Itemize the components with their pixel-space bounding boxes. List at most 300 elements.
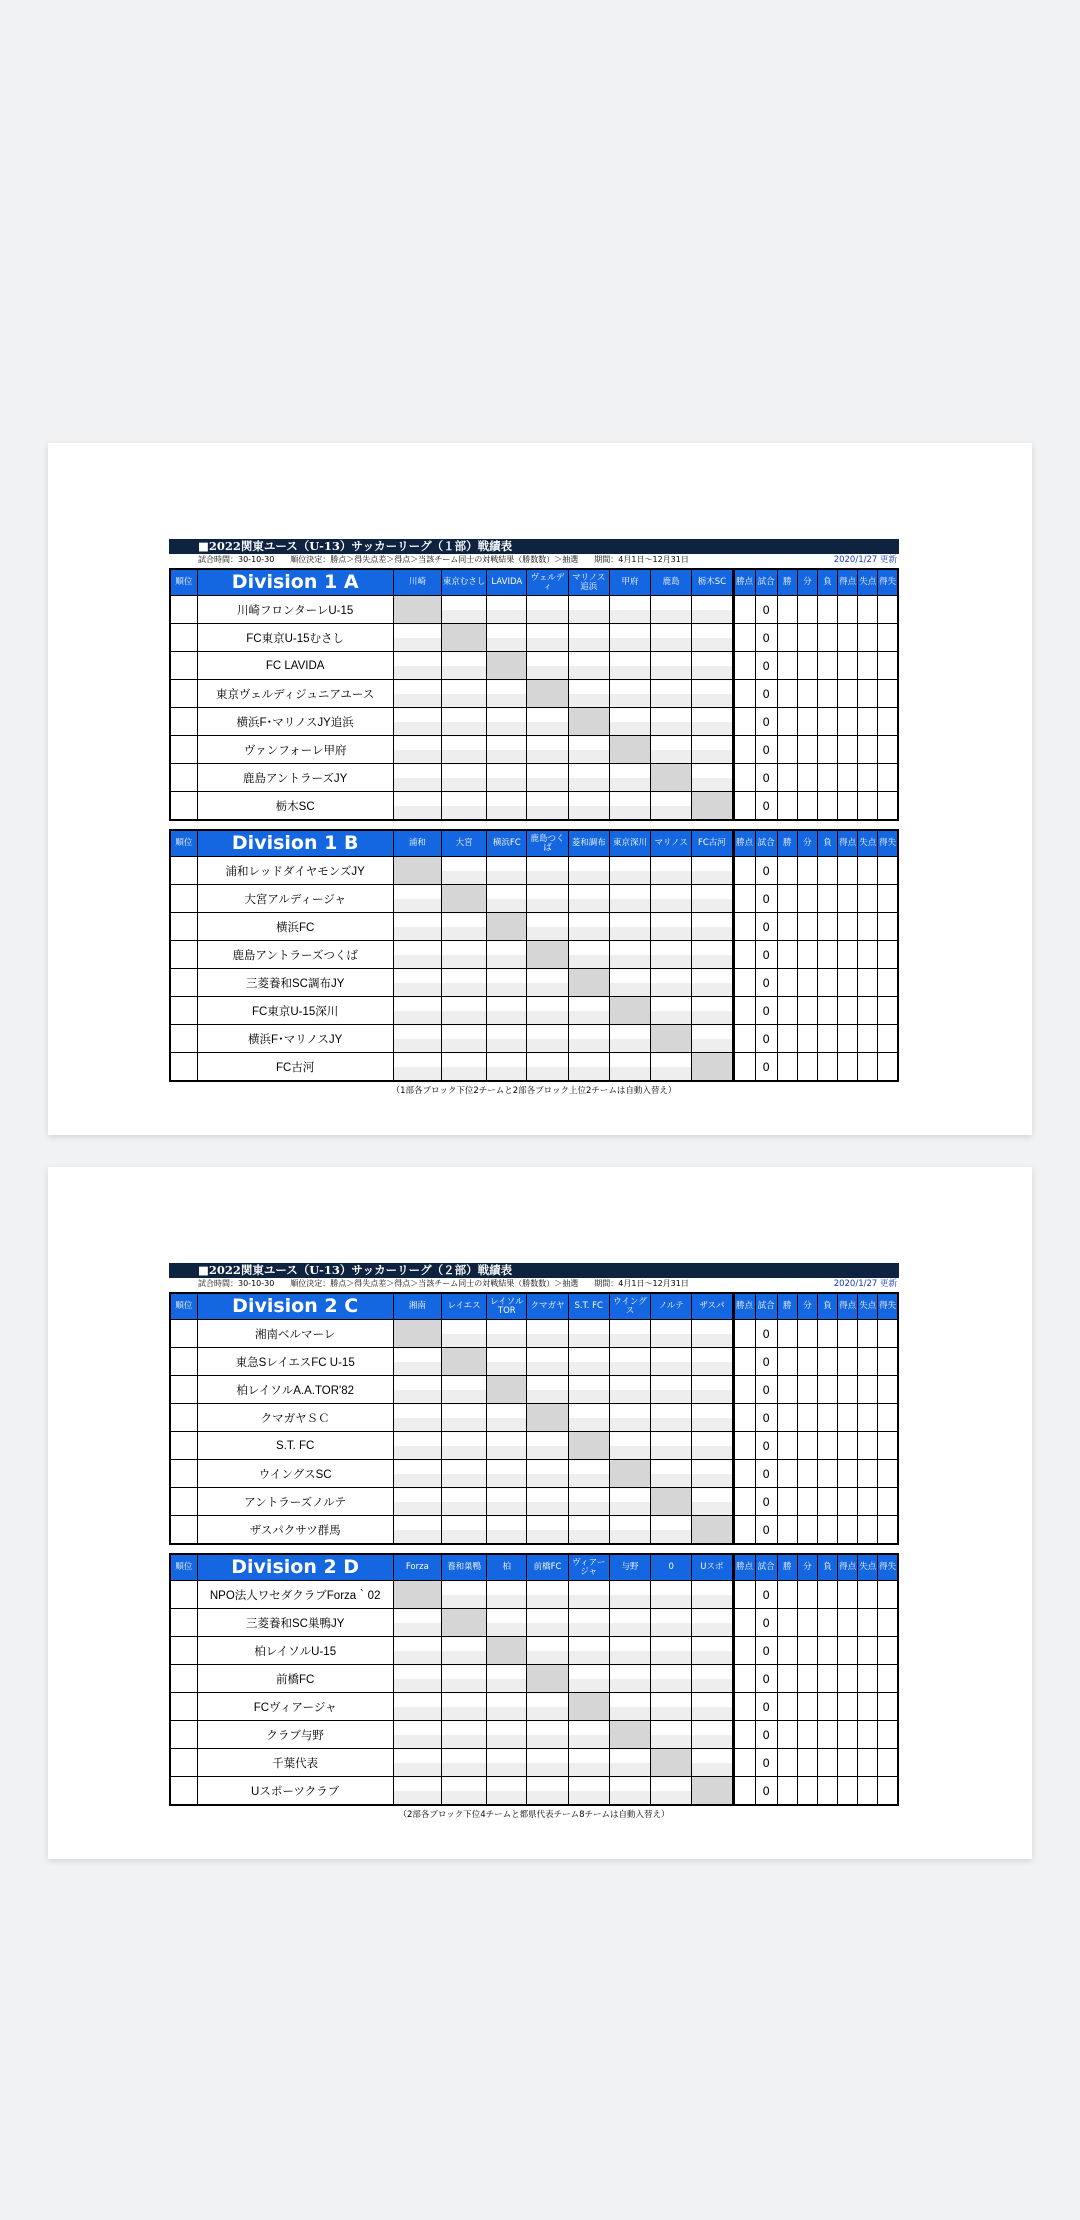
match-result-cell [692,885,733,913]
stat-cell [838,764,858,792]
rank-cell [170,1721,197,1749]
match-result-cell [651,913,692,941]
stat-cell [797,1025,817,1053]
stat-cell [817,1777,837,1806]
match-result-cell [487,1721,527,1749]
match-result-cell [609,624,650,652]
stat-cell [797,680,817,708]
stat-cell [777,596,797,624]
match-result-cell [393,792,441,821]
stat-cell [817,624,837,652]
rank-header: 順位 [170,1293,197,1320]
played-cell: 0 [755,1777,777,1806]
match-result-cell [393,736,441,764]
division-table-2c [169,1292,899,1545]
team-name: 三菱養和SC巣鴨JY [197,1609,393,1637]
match-result-cell [568,1025,609,1053]
stat-cell [858,1053,878,1082]
self-match-cell [441,1609,486,1637]
match-result-cell [527,1721,568,1749]
match-result-cell [568,792,609,821]
header-row [170,1554,898,1581]
played-cell: 0 [755,708,777,736]
match-result-cell [441,1488,486,1516]
stat-cell [878,680,898,708]
played-cell: 0 [755,680,777,708]
team-name: 鹿島アントラーズJY [197,764,393,792]
team-row [170,1460,898,1488]
match-result-cell [651,1581,692,1609]
team-row [170,1749,898,1777]
stat-cell [777,885,797,913]
rank-cell [170,1516,197,1545]
played-cell: 0 [755,1749,777,1777]
stat-cell [777,1693,797,1721]
match-result-cell [692,764,733,792]
team-row [170,1432,898,1460]
opponent-header: ヴィアージャ [568,1554,609,1581]
team-row [170,1053,898,1082]
stat-cell [817,997,837,1025]
team-row [170,1721,898,1749]
match-result-cell [568,1721,609,1749]
stat-cell [817,857,837,885]
match-result-cell [527,708,568,736]
played-cell: 0 [755,764,777,792]
points-cell [733,1432,755,1460]
stat-cell [817,792,837,821]
stat-cell [878,708,898,736]
self-match-cell [568,708,609,736]
stat-cell [838,1665,858,1693]
match-result-cell [609,708,650,736]
played-header: 試合 [755,830,777,857]
stat-cell [858,1488,878,1516]
stat-cell [777,1488,797,1516]
match-result-cell [487,969,527,997]
stat-cell [797,1348,817,1376]
team-row [170,1320,898,1348]
opponent-header: 菱和調布 [568,830,609,857]
stat-cell [817,1348,837,1376]
self-match-cell [527,1665,568,1693]
match-result-cell [441,1460,486,1488]
division-title: Division 2 C [197,1293,393,1320]
rank-cell [170,1637,197,1665]
stat-cell [797,1721,817,1749]
match-result-cell [487,1516,527,1545]
opponent-header: 柏 [487,1554,527,1581]
match-result-cell [393,969,441,997]
ga-header: 失点 [858,830,878,857]
match-result-cell [441,708,486,736]
match-result-cell [487,1053,527,1082]
stat-cell [797,764,817,792]
match-result-cell [651,680,692,708]
team-row [170,941,898,969]
self-match-cell [441,885,486,913]
match-result-cell [393,680,441,708]
match-result-cell [609,1404,650,1432]
match-result-cell [527,1053,568,1082]
match-result-cell [568,913,609,941]
team-name: アントラーズノルテ [197,1488,393,1516]
match-result-cell [527,1516,568,1545]
loss-header: 負 [817,1293,837,1320]
match-result-cell [609,1348,650,1376]
match-result-cell [568,941,609,969]
stat-cell [817,1581,837,1609]
division-table-1b [169,829,899,1082]
match-result-cell [393,913,441,941]
stat-cell [777,708,797,736]
stat-cell [858,913,878,941]
team-row [170,885,898,913]
team-name: クマガヤＳＣ [197,1404,393,1432]
self-match-cell [441,624,486,652]
stat-cell [858,969,878,997]
ga-header: 失点 [858,1554,878,1581]
rank-cell [170,624,197,652]
opponent-header: 養和巣鴨 [441,1554,486,1581]
stat-cell [858,1665,878,1693]
match-result-cell [527,1693,568,1721]
played-cell: 0 [755,652,777,680]
stat-cell [817,736,837,764]
match-result-cell [609,1488,650,1516]
match-result-cell [487,680,527,708]
match-result-cell [441,1025,486,1053]
team-name: 三菱養和SC調布JY [197,969,393,997]
points-cell [733,857,755,885]
opponent-header: ウイングス [609,1293,650,1320]
match-result-cell [527,1432,568,1460]
match-result-cell [609,913,650,941]
match-result-cell [651,1516,692,1545]
match-result-cell [527,624,568,652]
self-match-cell [651,1488,692,1516]
draw-header: 分 [797,1554,817,1581]
played-cell: 0 [755,624,777,652]
match-result-cell [568,1376,609,1404]
match-result-cell [441,1320,486,1348]
opponent-header: 東京むさし [441,569,486,596]
points-cell [733,1637,755,1665]
match-result-cell [651,1053,692,1082]
played-cell: 0 [755,1609,777,1637]
opponent-header: 鹿島 [651,569,692,596]
gf-header: 得点 [838,1293,858,1320]
header-row [170,569,898,596]
played-header: 試合 [755,1554,777,1581]
match-result-cell [441,1721,486,1749]
stat-cell [817,1404,837,1432]
stat-cell [858,624,878,652]
played-cell: 0 [755,969,777,997]
division-table-1a [169,568,899,821]
gd-header: 得失 [878,569,898,596]
match-result-cell [487,708,527,736]
match-result-cell [692,1581,733,1609]
stat-cell [777,680,797,708]
team-row [170,857,898,885]
match-result-cell [692,652,733,680]
stat-cell [878,736,898,764]
match-result-cell [651,1721,692,1749]
self-match-cell [609,736,650,764]
opponent-header: 鹿島つくば [527,830,568,857]
self-match-cell [651,764,692,792]
team-name: 東京ヴェルディジュニアユース [197,680,393,708]
stat-cell [797,969,817,997]
team-row [170,1404,898,1432]
match-result-cell [692,857,733,885]
stat-cell [838,624,858,652]
stat-cell [838,736,858,764]
match-result-cell [568,624,609,652]
team-row [170,624,898,652]
match-result-cell [527,1320,568,1348]
win-header: 勝 [777,1293,797,1320]
match-result-cell [487,624,527,652]
match-result-cell [651,1665,692,1693]
match-result-cell [651,1404,692,1432]
team-row [170,1581,898,1609]
opponent-header: S.T. FC [568,1293,609,1320]
team-name: FC LAVIDA [197,652,393,680]
match-result-cell [393,997,441,1025]
points-cell [733,1460,755,1488]
stat-cell [797,1749,817,1777]
stat-cell [858,857,878,885]
match-result-cell [609,941,650,969]
match-result-cell [692,1488,733,1516]
match-result-cell [441,1516,486,1545]
self-match-cell [487,913,527,941]
match-result-cell [609,1516,650,1545]
opponent-header: レイソルTOR [487,1293,527,1320]
stat-cell [797,885,817,913]
stat-cell [797,1637,817,1665]
opponent-header: 東京深川 [609,830,650,857]
division-table-2d [169,1553,899,1806]
rank-cell [170,1320,197,1348]
opponent-header: 甲府 [609,569,650,596]
rank-cell [170,1581,197,1609]
self-match-cell [692,1777,733,1806]
match-result-cell [393,1721,441,1749]
self-match-cell [568,1432,609,1460]
stat-cell [878,1348,898,1376]
opponent-header: 与野 [609,1554,650,1581]
stat-cell [878,1404,898,1432]
stat-cell [797,1376,817,1404]
self-match-cell [527,680,568,708]
match-result-cell [393,1432,441,1460]
match-result-cell [651,736,692,764]
points-cell [733,1693,755,1721]
match-result-cell [393,1025,441,1053]
stat-cell [838,1609,858,1637]
team-name: 横浜F･マリノスJY追浜 [197,708,393,736]
stat-cell [838,792,858,821]
team-row [170,969,898,997]
match-result-cell [441,1053,486,1082]
stat-cell [838,1721,858,1749]
points-cell [733,1053,755,1082]
win-header: 勝 [777,1554,797,1581]
points-cell [733,792,755,821]
match-result-cell [692,680,733,708]
points-cell [733,1516,755,1545]
match-result-cell [487,792,527,821]
match-result-cell [527,1348,568,1376]
match-result-cell [441,1777,486,1806]
match-result-cell [393,1488,441,1516]
points-cell [733,764,755,792]
stat-cell [878,1516,898,1545]
match-result-cell [393,885,441,913]
match-result-cell [487,941,527,969]
stat-cell [878,1432,898,1460]
rank-cell [170,1488,197,1516]
match-result-cell [609,792,650,821]
match-result-cell [441,857,486,885]
stat-cell [838,941,858,969]
opponent-header: Forza [393,1554,441,1581]
match-result-cell [651,624,692,652]
played-cell: 0 [755,1460,777,1488]
stat-cell [858,680,878,708]
match-result-cell [609,1609,650,1637]
match-result-cell [441,1637,486,1665]
match-result-cell [651,969,692,997]
stat-cell [817,1320,837,1348]
stat-cell [838,885,858,913]
match-result-cell [651,885,692,913]
match-result-cell [393,1376,441,1404]
stat-cell [797,736,817,764]
match-result-cell [568,1581,609,1609]
match-result-cell [487,1320,527,1348]
match-result-cell [609,680,650,708]
stat-cell [878,913,898,941]
stat-cell [777,1348,797,1376]
match-result-cell [609,1777,650,1806]
match-result-cell [692,1637,733,1665]
stat-cell [858,1693,878,1721]
team-name: 川崎フロンターレU-15 [197,596,393,624]
match-result-cell [487,764,527,792]
match-result-cell [393,624,441,652]
self-match-cell [609,997,650,1025]
self-match-cell [651,1025,692,1053]
match-result-cell [568,1609,609,1637]
rank-cell [170,1609,197,1637]
team-name: 大宮アルディージャ [197,885,393,913]
rank-cell [170,680,197,708]
team-name: 横浜FC [197,913,393,941]
rank-cell [170,913,197,941]
match-result-cell [487,1432,527,1460]
stat-cell [838,680,858,708]
document-page-2 [48,1167,1032,1859]
stat-cell [817,1516,837,1545]
points-cell [733,708,755,736]
stat-cell [797,652,817,680]
stat-cell [838,1516,858,1545]
played-cell: 0 [755,941,777,969]
match-result-cell [393,1516,441,1545]
played-cell: 0 [755,997,777,1025]
team-row [170,1609,898,1637]
header-row [170,830,898,857]
match-result-cell [609,652,650,680]
stat-cell [838,969,858,997]
self-match-cell [692,1053,733,1082]
team-row [170,764,898,792]
stat-cell [817,596,837,624]
match-result-cell [527,736,568,764]
self-match-cell [609,1721,650,1749]
match-result-cell [487,1609,527,1637]
stat-cell [797,1053,817,1082]
stat-cell [878,1025,898,1053]
stat-cell [777,969,797,997]
opponent-header: 大宮 [441,830,486,857]
match-result-cell [441,764,486,792]
sheet-title: ■2022関東ユース（U-13）サッカーリーグ（２部）戦績表 [169,1263,899,1278]
match-result-cell [487,1665,527,1693]
played-cell: 0 [755,1025,777,1053]
match-result-cell [487,1488,527,1516]
match-result-cell [527,885,568,913]
rank-cell [170,1665,197,1693]
rank-cell [170,1777,197,1806]
rank-cell [170,1348,197,1376]
ga-header: 失点 [858,569,878,596]
stat-cell [797,596,817,624]
stat-cell [797,1516,817,1545]
stat-cell [878,596,898,624]
update-date: 2020/1/27 更新 [833,555,897,565]
stat-cell [817,913,837,941]
match-result-cell [568,652,609,680]
match-result-cell [441,1749,486,1777]
points-cell [733,1749,755,1777]
team-row [170,1488,898,1516]
match-result-cell [441,1376,486,1404]
match-result-cell [692,913,733,941]
played-cell: 0 [755,857,777,885]
match-result-cell [393,1348,441,1376]
match-result-cell [568,680,609,708]
self-match-cell [441,1348,486,1376]
match-result-cell [393,1460,441,1488]
match-result-cell [487,736,527,764]
stat-cell [858,736,878,764]
rank-cell [170,997,197,1025]
match-result-cell [568,1460,609,1488]
stat-cell [858,1777,878,1806]
match-result-cell [568,1320,609,1348]
stat-cell [878,1637,898,1665]
match-result-cell [441,792,486,821]
played-cell: 0 [755,736,777,764]
match-rules-text: 試合時間：30-10-30 順位決定：勝点＞得失点差＞得点＞当該チーム同士の対戦結果（勝数数）＞抽選 期間：4月1日～12月31日 [198,555,689,564]
team-name: 横浜F･マリノスJY [197,1025,393,1053]
match-result-cell [393,708,441,736]
